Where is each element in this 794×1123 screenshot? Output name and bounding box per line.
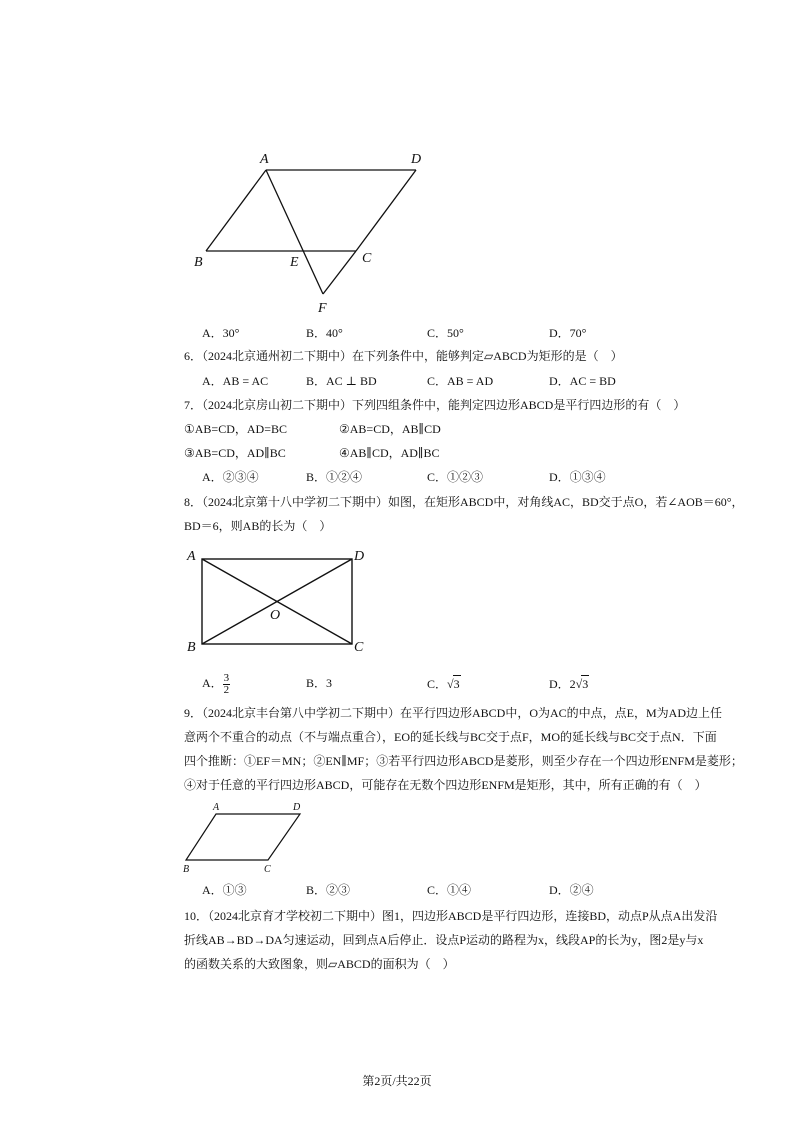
q9-option-d: D．②④ — [549, 883, 594, 897]
sqrt-sign: √ — [575, 677, 583, 691]
label-b: B — [194, 255, 203, 270]
q6-stem: 6．（2024北京通州初二下期中）在下列条件中，能够判定▱ABCD为矩形的是（ ） — [184, 349, 623, 363]
q7-condition-4: ④AB∥CD，AD∥BC — [339, 446, 440, 460]
q6-option-a: A．AB = AC — [202, 374, 269, 388]
figure-rectangle-abcd — [184, 545, 374, 657]
label-b: B — [183, 864, 190, 875]
label-d: D — [354, 549, 365, 564]
q5-option-c: C．50° — [427, 326, 464, 340]
sqrt-sign: √ — [447, 677, 454, 691]
fraction-3-over-2: $\frac{3}{2}$ — [223, 671, 230, 696]
figure-parallelogram-abcd-ef — [190, 148, 430, 318]
q6-option-d: D．AC = BD — [549, 374, 616, 388]
label-a: A — [260, 152, 269, 167]
label-c: C — [354, 640, 364, 655]
page-footer: 第2页/共22页 — [362, 1074, 432, 1088]
label-c: C — [264, 864, 271, 875]
q10-line-3: 的函数关系的大致图象，则▱ABCD的面积为（ ） — [184, 957, 455, 971]
q8-stem-line-2: BD＝6，则AB的长为（ ） — [184, 519, 332, 533]
q10-line-2: 折线AB→BD→DA匀速运动，回到点A后停止．设点P运动的路程为x，线段AP的长为y，图2是y与x — [184, 933, 704, 947]
q7-condition-2: ②AB=CD，AB∥CD — [339, 422, 441, 436]
q7-option-c: C．①②③ — [427, 470, 484, 484]
q6-option-b: B．AC ⊥ BD — [306, 374, 377, 388]
label-d: D — [293, 802, 301, 813]
q9-line-4: ④对于任意的平行四边形ABCD，可能存在无数个四边形ENFM是矩形，其中，所有正确的有（ ） — [184, 778, 707, 792]
q7-option-d: D．①③④ — [549, 470, 606, 484]
q5-option-a: A．30° — [202, 326, 240, 340]
figure-parallelogram-abcd-small — [182, 800, 312, 876]
q6-option-c: C．AB = AD — [427, 374, 494, 388]
label-d: D — [411, 152, 422, 167]
q9-line-2: 意两个不重合的动点（不与端点重合），EO的延长线与BC交于点F，MO的延长线与BC交于点N．下面 — [184, 730, 717, 744]
label-c: C — [362, 251, 372, 266]
q10-line-1: 10．（2024北京育才学校初二下期中）图1，四边形ABCD是平行四边形，连接BD，动点P从点A出发沿 — [184, 909, 718, 923]
q5-option-b: B．40° — [306, 326, 343, 340]
q8-option-b: B．3 — [306, 676, 333, 690]
label-a: A — [213, 802, 220, 813]
q9-option-a: A．①③ — [202, 883, 247, 897]
q7-condition-3: ③AB=CD，AD∥BC — [184, 446, 286, 460]
q7-condition-1: ①AB=CD，AD=BC — [184, 422, 287, 436]
q8-option-d: D．2√3 — [549, 677, 589, 691]
q9-line-1: 9．（2024北京丰台第八中学初二下期中）在平行四边形ABCD中，O为AC的中点，点E，M为AD边上任 — [184, 706, 723, 720]
q7-option-a: A．②③④ — [202, 470, 259, 484]
q7-option-b: B．①②④ — [306, 470, 363, 484]
q5-option-d: D．70° — [549, 326, 587, 340]
q9-option-b: B．②③ — [306, 883, 351, 897]
q8-option-a: A． $\frac{3}{2}$ — [202, 671, 230, 696]
q7-stem: 7．（2024北京房山初二下期中）下列四组条件中，能判定四边形ABCD是平行四边形的有（ ） — [184, 398, 686, 412]
q9-line-3: 四个推断：①EF＝MN；②EN∥MF；③若平行四边形ABCD是菱形，则至少存在一个四边形ENFM是菱形； — [184, 754, 743, 768]
label-b: B — [187, 640, 196, 655]
q8-option-c: C．√3 — [427, 677, 460, 691]
label-e: E — [290, 255, 299, 270]
label-f: F — [318, 301, 327, 316]
q9-option-c: C．①④ — [427, 883, 472, 897]
label-o: O — [270, 608, 281, 623]
q8-stem-line-1: 8．（2024北京第十八中学初二下期中）如图，在矩形ABCD中，对角线AC，BD交于点O，若∠AOB＝60°， — [184, 495, 744, 509]
label-a: A — [187, 549, 196, 564]
